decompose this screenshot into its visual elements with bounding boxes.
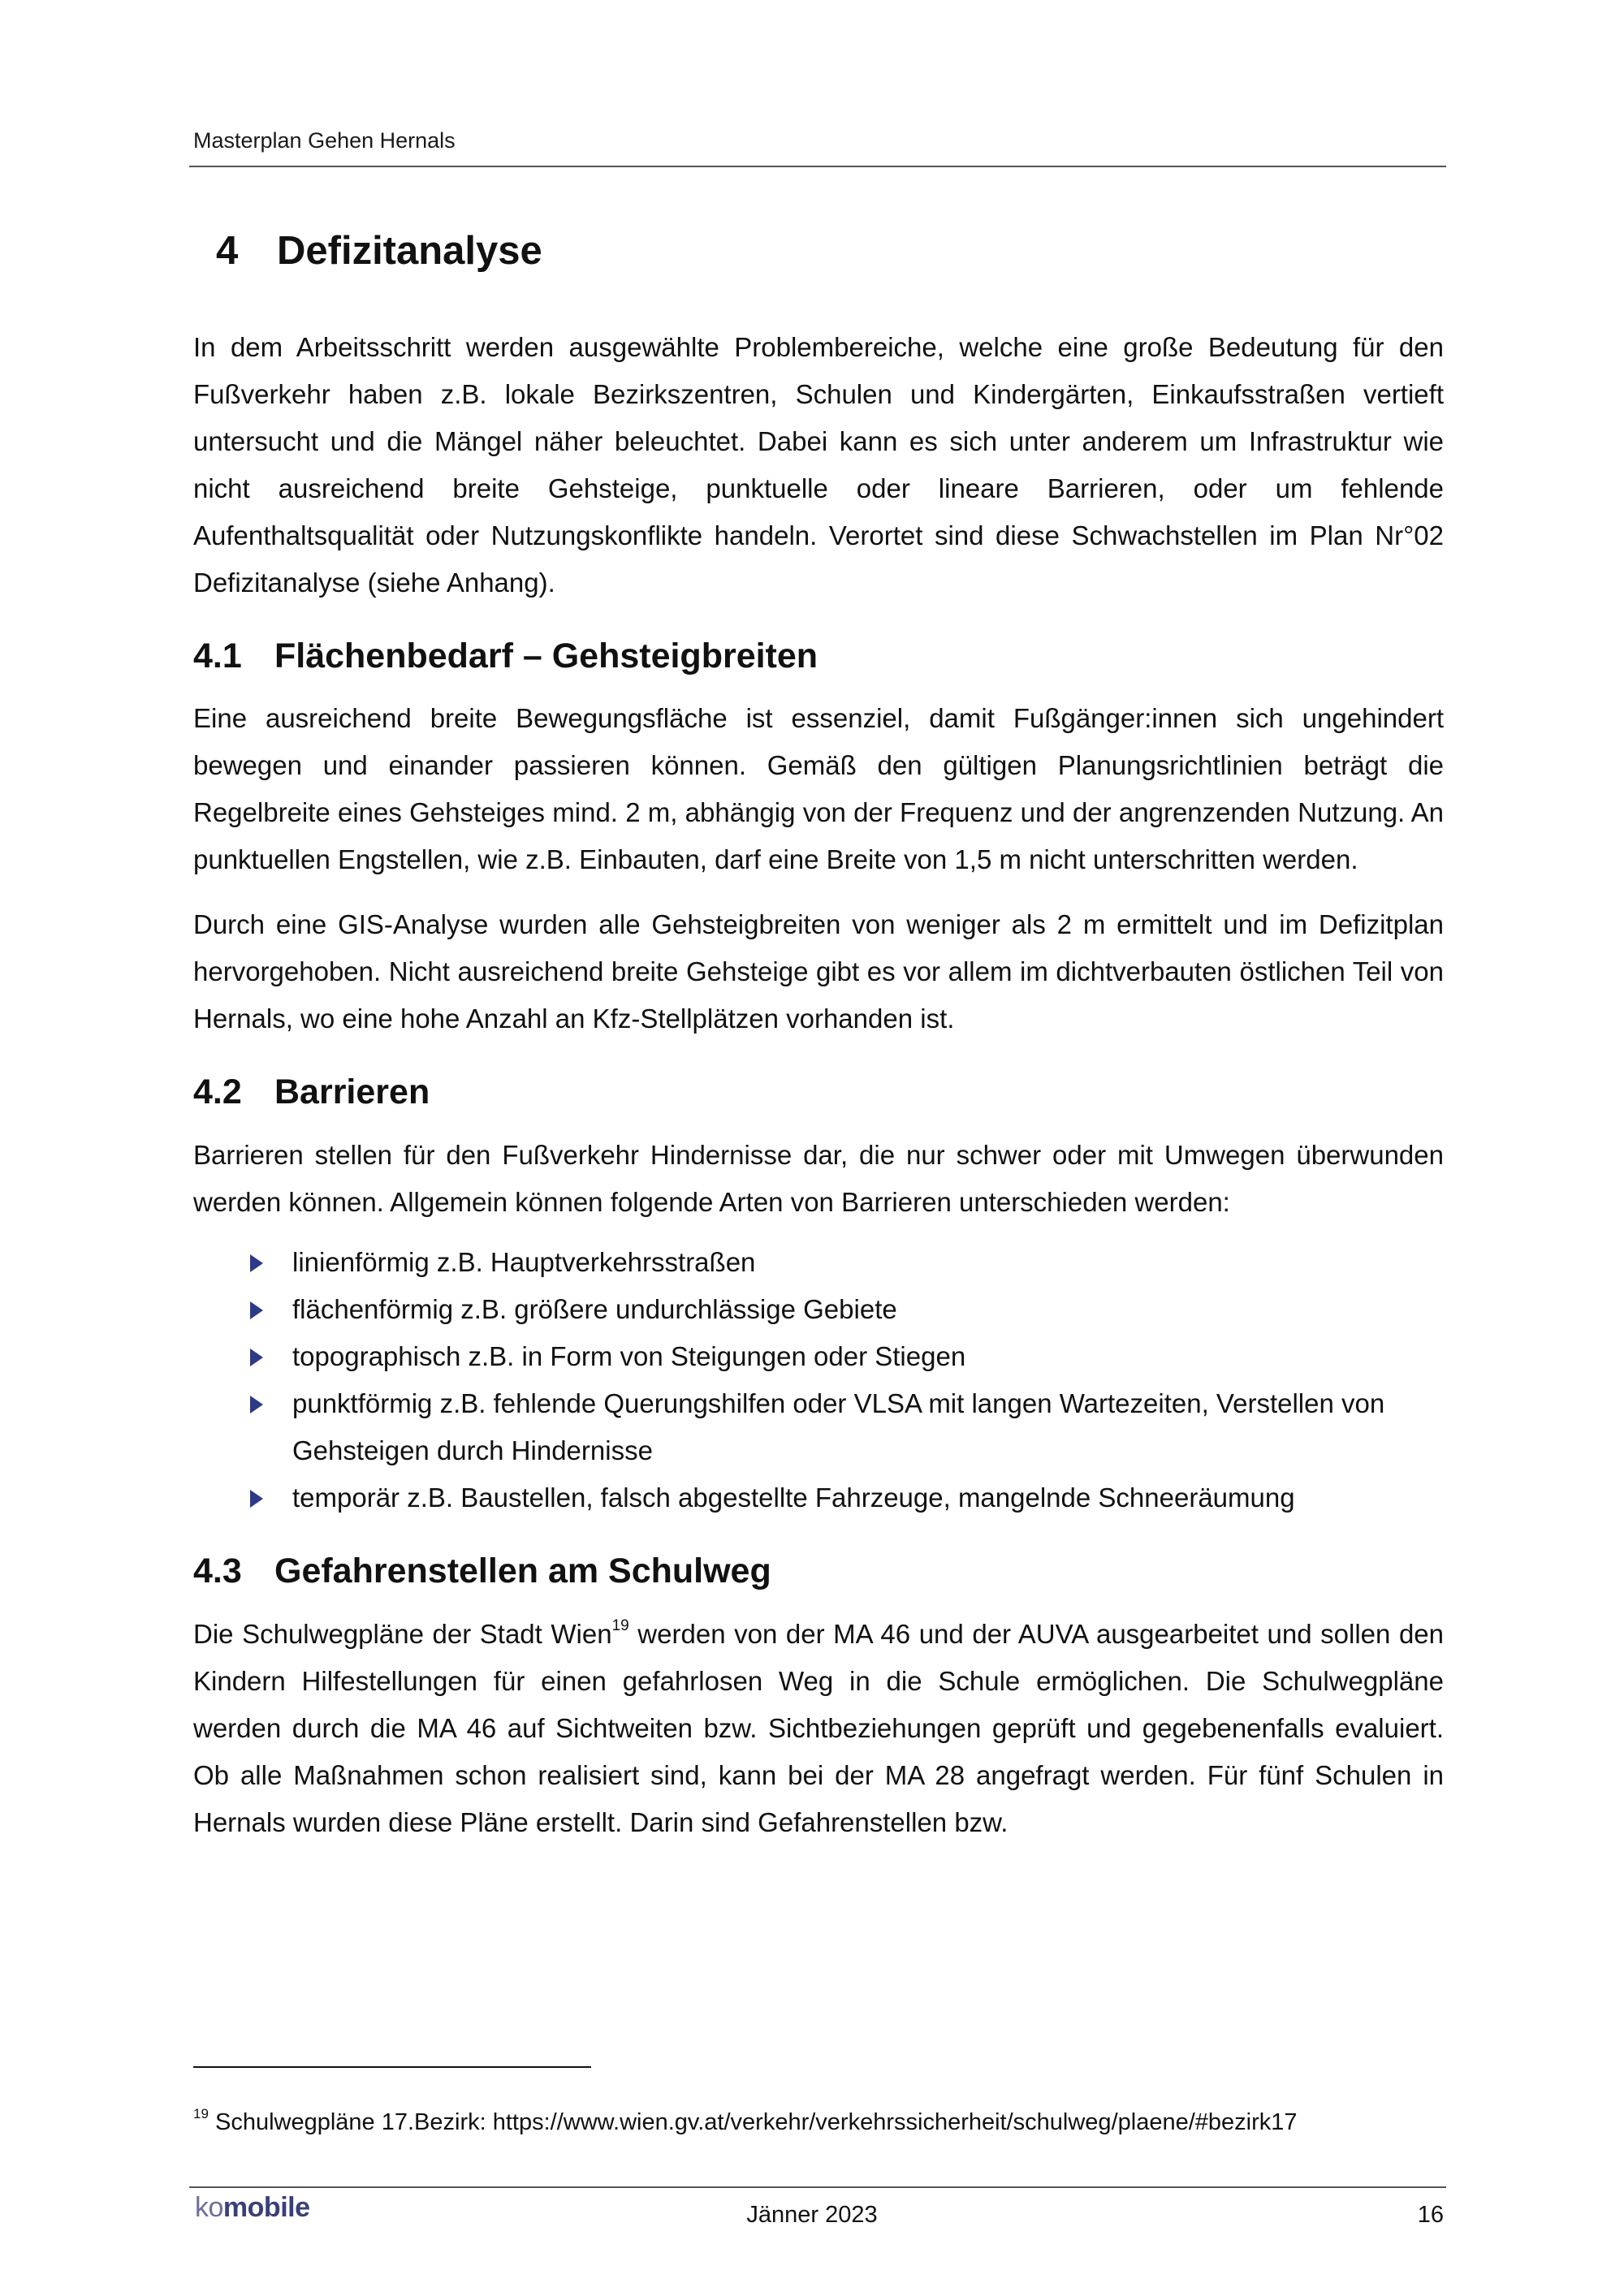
chapter-number: 4	[216, 229, 239, 273]
footnote-divider	[193, 2066, 591, 2068]
paragraph-text: werden von der MA 46 und der AUVA ausgearbeitet und sollen den Kindern Hilfestellungen für einen gefahrlosen Weg in die Schule ermöglichen. Die Schulwegpläne werden durch die MA 46 auf Sichtweiten bzw. Sichtbeziehungen geprüft und gegebenenfalls evaluiert. Ob alle Maßnahmen schon realisiert sind, kann bei der MA 28 angefragt werden. Für fünf Schulen in Hernals wurden diese Pläne erstellt. Darin sind Gefahrenstellen bzw.	[193, 1618, 1445, 1837]
section-number: 4.2	[193, 1072, 242, 1112]
footer-date: Jänner 2023	[746, 2202, 878, 2228]
logo-part-mobile: mobile	[222, 2192, 310, 2223]
section-heading-4-3	[193, 1551, 1444, 1593]
section-heading-4-1	[193, 636, 1444, 678]
triangle-bullet-icon	[250, 1490, 263, 1508]
chapter-title: Defizitanalyse	[277, 229, 542, 273]
triangle-bullet-icon	[250, 1349, 263, 1366]
footnote-reference[interactable]: 19	[611, 1616, 629, 1634]
list-item-text: punktförmig z.B. fehlende Querungshilfen oder VLSA mit langen Wartezeiten, Verstellen von Gehsteigen durch Hindernisse	[292, 1388, 1385, 1465]
footer-divider	[189, 2186, 1446, 2188]
triangle-bullet-icon	[250, 1301, 263, 1319]
chapter-intro: In dem Arbeitsschritt werden ausgewählte Problembereiche, welche eine große Bedeutung für den Fußverkehr haben z.B. lokale Bezirkszentren, Schulen und Kindergärten, Einkaufsstraßen vertieft untersucht und die Mängel näher beleuchtet. Dabei kann es sich unter anderem um Infrastruktur wie nicht ausreichend breite Gehsteige, punktuelle oder lineare Barrieren, oder um fehlende Aufenthaltsqualität oder Nutzungskonflikte handeln. Verortet sind diese Schwachstellen im Plan Nr°02 Defizitanalyse (siehe Anhang).	[193, 331, 1444, 598]
list-item-text: flächenförmig z.B. größere undurchlässige Gebiete	[292, 1293, 897, 1324]
page-content	[193, 227, 1444, 1846]
footnote	[193, 2106, 1298, 2136]
footnote-marker: 19	[193, 2106, 209, 2121]
section-number: 4.1	[193, 636, 242, 675]
list-item-text: temporär z.B. Baustellen, falsch abgestellte Fahrzeuge, mangelnde Schneeräumung	[292, 1482, 1295, 1513]
section-paragraph: Durch eine GIS-Analyse wurden alle Gehsteigbreiten von weniger als 2 m ermittelt und im Defizitplan hervorgehoben. Nicht ausreichend breite Gehsteige gibt es vor allem im dichtverbauten östlichen Teil von Hernals, wo eine hohe Anzahl an Kfz-Stellplätzen vorhanden ist.	[193, 909, 1444, 1034]
section-paragraph	[193, 1611, 1444, 1846]
section-paragraph: Eine ausreichend breite Bewegungsfläche ist essenziel, damit Fußgänger:innen sich ungehindert bewegen und einander passieren können. Gemäß den gültigen Planungsrichtlinien beträgt die Regelbreite eines Gehsteiges mind. 2 m, abhängig von der Frequenz und der angrenzenden Nutzung. An punktuellen Engstellen, wie z.B. Einbauten, darf eine Breite von 1,5 m nicht unterschritten werden.	[193, 703, 1444, 875]
list-item	[250, 1286, 1444, 1333]
header-divider	[189, 166, 1446, 167]
running-header: Masterplan Gehen Hernals	[193, 128, 456, 153]
list-item	[250, 1333, 1444, 1380]
chapter-heading	[216, 227, 1444, 275]
section-title: Flächenbedarf – Gehsteigbreiten	[274, 636, 818, 675]
list-item	[250, 1380, 1444, 1474]
section-heading-4-2	[193, 1072, 1444, 1114]
section-number: 4.3	[193, 1551, 242, 1590]
list-item	[250, 1474, 1444, 1521]
section-paragraph: Barrieren stellen für den Fußverkehr Hindernisse dar, die nur schwer oder mit Umwegen überwunden werden können. Allgemein können folgende Arten von Barrieren unterschieden werden:	[193, 1139, 1444, 1217]
logo-part-ko: ko	[195, 2192, 223, 2223]
list-item-text: linienförmig z.B. Hauptverkehrsstraßen	[292, 1246, 756, 1277]
barrier-list	[193, 1239, 1444, 1521]
section-title: Gefahrenstellen am Schulweg	[274, 1551, 771, 1590]
footnote-text: Schulwegpläne 17.Bezirk: https://www.wien.gv.at/verkehr/verkehrssicherheit/schulweg/plaene/#bezirk17	[208, 2109, 1298, 2135]
list-item	[250, 1239, 1444, 1286]
list-item-text: topographisch z.B. in Form von Steigungen oder Stiegen	[292, 1340, 966, 1371]
paragraph-text: Die Schulwegpläne der Stadt Wien	[193, 1618, 612, 1649]
page-number: 16	[1417, 2202, 1444, 2228]
section-title: Barrieren	[274, 1072, 430, 1112]
triangle-bullet-icon	[250, 1254, 263, 1272]
triangle-bullet-icon	[250, 1396, 263, 1413]
